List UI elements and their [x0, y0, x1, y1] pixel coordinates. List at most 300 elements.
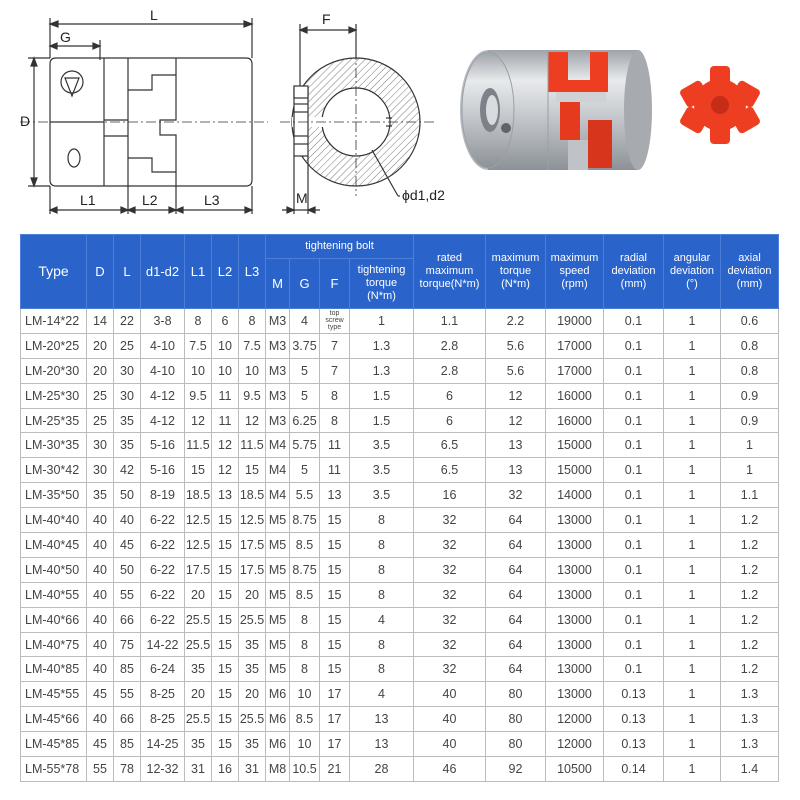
table-cell: 30 — [114, 383, 141, 408]
dim-l3-label: L3 — [204, 192, 220, 208]
table-cell: 0.1 — [604, 383, 664, 408]
table-cell: 1.1 — [721, 483, 779, 508]
table-cell: M5 — [266, 657, 290, 682]
table-cell: 1.3 — [350, 358, 414, 383]
table-cell: 15 — [212, 707, 239, 732]
table-cell: 75 — [114, 632, 141, 657]
table-cell: 0.1 — [604, 408, 664, 433]
table-cell: 8.5 — [290, 707, 320, 732]
table-row — [21, 483, 779, 508]
table-cell: 13 — [350, 732, 414, 757]
spider-insert-photo — [679, 66, 762, 144]
table-row — [21, 682, 779, 707]
table-cell: 45 — [87, 682, 114, 707]
table-cell: 12000 — [546, 732, 604, 757]
table-cell: 14-22 — [141, 632, 185, 657]
table-cell: 64 — [486, 533, 546, 558]
col-angular-deviation: angular deviation (°) — [664, 235, 721, 309]
col-l1: L1 — [185, 235, 212, 309]
col-d: D — [87, 235, 114, 309]
table-cell: 3-8 — [141, 309, 185, 334]
table-cell: 13 — [486, 458, 546, 483]
dim-bore-label: ϕd1,d2 — [402, 187, 445, 203]
col-g: G — [290, 259, 320, 309]
table-cell: 0.14 — [604, 757, 664, 782]
table-cell: 0.1 — [604, 632, 664, 657]
model-type-cell: LM-45*85 — [21, 732, 87, 757]
table-cell: M3 — [266, 383, 290, 408]
table-cell: 6-22 — [141, 533, 185, 558]
coupling-drawing — [0, 0, 800, 230]
table-cell: 40 — [87, 582, 114, 607]
table-cell: 17.5 — [239, 533, 266, 558]
table-cell: 12 — [486, 408, 546, 433]
table-cell: 2.8 — [414, 358, 486, 383]
table-cell: M3 — [266, 408, 290, 433]
table-cell: 8 — [320, 408, 350, 433]
table-cell: 40 — [87, 657, 114, 682]
table-cell: 1 — [350, 309, 414, 334]
col-m: M — [266, 259, 290, 309]
table-cell: 0.8 — [721, 358, 779, 383]
table-cell: 22 — [114, 309, 141, 334]
table-row — [21, 508, 779, 533]
table-cell: 4-10 — [141, 358, 185, 383]
model-type-cell: LM-14*22 — [21, 309, 87, 334]
model-type-cell: LM-40*75 — [21, 632, 87, 657]
table-cell: 40 — [87, 607, 114, 632]
table-cell: 25.5 — [185, 632, 212, 657]
col-l2: L2 — [212, 235, 239, 309]
table-cell: 45 — [87, 732, 114, 757]
table-cell: 12 — [486, 383, 546, 408]
dim-l-label: L — [150, 7, 158, 23]
table-cell: 0.8 — [721, 333, 779, 358]
table-cell: M3 — [266, 309, 290, 334]
table-cell: 4-10 — [141, 333, 185, 358]
coupling-photo — [460, 50, 652, 170]
col-l: L — [114, 235, 141, 309]
table-cell: 5 — [290, 458, 320, 483]
table-cell: 13000 — [546, 632, 604, 657]
table-cell: 15 — [212, 607, 239, 632]
table-cell: 14-25 — [141, 732, 185, 757]
table-cell: 1 — [664, 657, 721, 682]
table-cell: 25 — [114, 333, 141, 358]
table-cell: 32 — [414, 533, 486, 558]
table-cell: 18.5 — [239, 483, 266, 508]
table-cell: 31 — [239, 757, 266, 782]
table-cell: 19000 — [546, 309, 604, 334]
table-cell: 8 — [350, 533, 414, 558]
table-cell: 45 — [114, 533, 141, 558]
table-cell: 40 — [87, 557, 114, 582]
table-cell: 1 — [664, 607, 721, 632]
table-cell: 8.5 — [290, 582, 320, 607]
table-cell: 40 — [114, 508, 141, 533]
table-cell: 1.2 — [721, 607, 779, 632]
table-cell: 1.3 — [721, 707, 779, 732]
table-cell: 10.5 — [290, 757, 320, 782]
table-cell: 12 — [185, 408, 212, 433]
table-cell: 6 — [414, 408, 486, 433]
table-cell: 0.1 — [604, 582, 664, 607]
table-cell: 8 — [290, 632, 320, 657]
table-cell: 40 — [414, 732, 486, 757]
table-cell: 5-16 — [141, 433, 185, 458]
table-cell: 15000 — [546, 433, 604, 458]
model-type-cell: LM-40*66 — [21, 607, 87, 632]
table-cell: 8 — [350, 632, 414, 657]
table-cell: 15 — [239, 458, 266, 483]
table-cell: 46 — [414, 757, 486, 782]
table-cell: 55 — [87, 757, 114, 782]
table-cell: 17.5 — [185, 557, 212, 582]
table-cell: 17000 — [546, 333, 604, 358]
table-cell: 1.1 — [414, 309, 486, 334]
table-cell: 6 — [414, 383, 486, 408]
table-cell: 40 — [414, 682, 486, 707]
table-row — [21, 632, 779, 657]
model-type-cell: LM-55*78 — [21, 757, 87, 782]
model-type-cell: LM-40*85 — [21, 657, 87, 682]
model-type-cell: LM-40*40 — [21, 508, 87, 533]
table-cell: 11 — [320, 458, 350, 483]
table-cell: 8 — [350, 582, 414, 607]
table-cell: 1 — [664, 732, 721, 757]
model-type-cell: LM-40*50 — [21, 557, 87, 582]
model-type-cell: LM-45*55 — [21, 682, 87, 707]
table-cell: 15 — [212, 657, 239, 682]
table-cell: 20 — [185, 682, 212, 707]
table-cell: 50 — [114, 557, 141, 582]
table-cell: 13 — [320, 483, 350, 508]
table-cell: 8 — [239, 309, 266, 334]
table-cell: 80 — [486, 682, 546, 707]
table-cell: 64 — [486, 657, 546, 682]
col-max-torque: maximum torque (N*m) — [486, 235, 546, 309]
table-cell: 40 — [87, 707, 114, 732]
dim-m-label: M — [296, 190, 308, 206]
table-cell: 7 — [320, 358, 350, 383]
table-cell: 15 — [320, 632, 350, 657]
table-cell: 1 — [664, 682, 721, 707]
table-cell: 25 — [87, 383, 114, 408]
table-row — [21, 309, 779, 334]
table-cell: 1.3 — [350, 333, 414, 358]
table-cell: 80 — [486, 732, 546, 757]
table-cell: 12.5 — [185, 508, 212, 533]
table-cell: 6-22 — [141, 508, 185, 533]
table-cell: 35 — [239, 732, 266, 757]
table-cell: 64 — [486, 557, 546, 582]
table-cell: 21 — [320, 757, 350, 782]
table-cell: 28 — [350, 757, 414, 782]
table-cell: 0.1 — [604, 657, 664, 682]
table-cell: 15000 — [546, 458, 604, 483]
model-type-cell: LM-25*35 — [21, 408, 87, 433]
table-cell: 6 — [212, 309, 239, 334]
table-cell: 6-22 — [141, 607, 185, 632]
table-cell: 80 — [486, 707, 546, 732]
table-cell: 1.2 — [721, 657, 779, 682]
table-cell: 64 — [486, 582, 546, 607]
col-l3: L3 — [239, 235, 266, 309]
section-view — [280, 24, 434, 214]
table-cell: 25.5 — [239, 607, 266, 632]
table-cell: 8 — [350, 508, 414, 533]
table-cell: 1 — [664, 632, 721, 657]
dim-l1-label: L1 — [80, 192, 96, 208]
table-cell: 10 — [290, 732, 320, 757]
table-cell: 1.5 — [350, 408, 414, 433]
table-cell: 4-12 — [141, 383, 185, 408]
col-d1-d2: d1-d2 — [141, 235, 185, 309]
table-cell: 13000 — [546, 607, 604, 632]
table-cell: 1 — [664, 483, 721, 508]
table-cell: 30 — [87, 458, 114, 483]
table-row — [21, 533, 779, 558]
table-cell: 66 — [114, 607, 141, 632]
table-cell: 0.13 — [604, 682, 664, 707]
table-row — [21, 757, 779, 782]
table-cell: M3 — [266, 333, 290, 358]
table-cell: 15 — [212, 732, 239, 757]
table-cell: 17000 — [546, 358, 604, 383]
table-cell: 8 — [185, 309, 212, 334]
table-cell: 0.9 — [721, 383, 779, 408]
model-type-cell: LM-20*30 — [21, 358, 87, 383]
table-row — [21, 607, 779, 632]
table-cell: 14000 — [546, 483, 604, 508]
table-cell: top screw type — [320, 309, 350, 334]
table-cell: 8-25 — [141, 707, 185, 732]
model-type-cell: LM-40*45 — [21, 533, 87, 558]
table-cell: 35 — [185, 732, 212, 757]
table-cell: 0.1 — [604, 508, 664, 533]
table-cell: 5.6 — [486, 333, 546, 358]
table-row — [21, 657, 779, 682]
table-cell: 13000 — [546, 557, 604, 582]
table-cell: 5.5 — [290, 483, 320, 508]
table-cell: 1.4 — [721, 757, 779, 782]
table-cell: 32 — [414, 582, 486, 607]
table-cell: 0.1 — [604, 533, 664, 558]
table-cell: 40 — [414, 707, 486, 732]
table-cell: 12 — [212, 433, 239, 458]
table-cell: 20 — [185, 582, 212, 607]
table-cell: 1.5 — [350, 383, 414, 408]
table-cell: 55 — [114, 582, 141, 607]
table-cell: 13 — [350, 707, 414, 732]
table-cell: 1 — [664, 557, 721, 582]
table-cell: 30 — [114, 358, 141, 383]
table-cell: 15 — [212, 632, 239, 657]
table-cell: 35 — [87, 483, 114, 508]
table-cell: 15 — [212, 508, 239, 533]
table-cell: 78 — [114, 757, 141, 782]
table-cell: 7 — [320, 333, 350, 358]
table-cell: 15 — [320, 607, 350, 632]
table-cell: 32 — [414, 632, 486, 657]
table-cell: 55 — [114, 682, 141, 707]
table-cell: 0.1 — [604, 433, 664, 458]
table-cell: 8.75 — [290, 557, 320, 582]
table-cell: M5 — [266, 582, 290, 607]
table-cell: 25 — [87, 408, 114, 433]
table-cell: 5-16 — [141, 458, 185, 483]
table-cell: 64 — [486, 632, 546, 657]
table-cell: 1 — [664, 757, 721, 782]
model-type-cell: LM-35*50 — [21, 483, 87, 508]
table-cell: 1.2 — [721, 582, 779, 607]
table-cell: 6-22 — [141, 582, 185, 607]
table-cell: M5 — [266, 533, 290, 558]
table-cell: 6-24 — [141, 657, 185, 682]
table-cell: M5 — [266, 557, 290, 582]
table-cell: 25.5 — [185, 607, 212, 632]
table-cell: 1.2 — [721, 508, 779, 533]
table-cell: 15 — [320, 508, 350, 533]
col-rated-torque: rated maximum torque(N*m) — [414, 235, 486, 309]
table-cell: 9.5 — [239, 383, 266, 408]
col-radial-deviation: radial deviation (mm) — [604, 235, 664, 309]
table-cell: 4 — [290, 309, 320, 334]
table-cell: 16000 — [546, 408, 604, 433]
dim-f-label: F — [322, 11, 331, 27]
table-cell: 32 — [486, 483, 546, 508]
table-cell: M5 — [266, 607, 290, 632]
table-row — [21, 383, 779, 408]
table-cell: 7.5 — [239, 333, 266, 358]
table-cell: 20 — [87, 333, 114, 358]
table-row — [21, 408, 779, 433]
table-cell: 35 — [114, 433, 141, 458]
dim-d-label: D — [20, 113, 31, 129]
model-type-cell: LM-45*66 — [21, 707, 87, 732]
table-cell: 64 — [486, 607, 546, 632]
table-cell: 16 — [414, 483, 486, 508]
table-cell: M5 — [266, 508, 290, 533]
table-cell: 50 — [114, 483, 141, 508]
table-cell: 8 — [290, 607, 320, 632]
table-cell: M3 — [266, 358, 290, 383]
table-cell: 6.25 — [290, 408, 320, 433]
table-cell: 1 — [664, 508, 721, 533]
table-cell: 1 — [664, 458, 721, 483]
table-cell: 10 — [212, 333, 239, 358]
table-cell: 6.5 — [414, 458, 486, 483]
table-cell: 0.6 — [721, 309, 779, 334]
table-cell: 15 — [212, 533, 239, 558]
table-cell: 30 — [87, 433, 114, 458]
table-cell: 32 — [414, 557, 486, 582]
table-cell: 35 — [239, 632, 266, 657]
table-cell: 1.3 — [721, 682, 779, 707]
table-cell: 17 — [320, 682, 350, 707]
table-cell: 8 — [350, 657, 414, 682]
table-cell: 12000 — [546, 707, 604, 732]
table-cell: 0.13 — [604, 707, 664, 732]
table-cell: 0.1 — [604, 483, 664, 508]
table-cell: 11 — [320, 433, 350, 458]
table-row — [21, 458, 779, 483]
table-cell: 15 — [212, 582, 239, 607]
table-cell: 5 — [290, 358, 320, 383]
table-cell: 1 — [664, 707, 721, 732]
table-cell: 1 — [664, 408, 721, 433]
table-cell: 0.1 — [604, 358, 664, 383]
table-cell: 1 — [664, 582, 721, 607]
table-cell: 1 — [721, 433, 779, 458]
table-cell: 8 — [320, 383, 350, 408]
table-cell: 15 — [320, 533, 350, 558]
table-cell: 13000 — [546, 533, 604, 558]
table-cell: 35 — [239, 657, 266, 682]
model-type-cell: LM-30*42 — [21, 458, 87, 483]
table-cell: 40 — [87, 533, 114, 558]
table-cell: 0.1 — [604, 458, 664, 483]
table-row — [21, 732, 779, 757]
table-cell: 10 — [185, 358, 212, 383]
table-cell: 40 — [87, 632, 114, 657]
table-cell: 3.5 — [350, 433, 414, 458]
spec-table — [20, 234, 779, 782]
table-cell: 13000 — [546, 508, 604, 533]
model-type-cell: LM-40*55 — [21, 582, 87, 607]
table-cell: 3.5 — [350, 483, 414, 508]
table-cell: 0.1 — [604, 607, 664, 632]
table-cell: 13 — [212, 483, 239, 508]
table-cell: 40 — [87, 508, 114, 533]
table-cell: 15 — [320, 557, 350, 582]
table-cell: 0.13 — [604, 732, 664, 757]
table-cell: 14 — [87, 309, 114, 334]
table-cell: 20 — [239, 682, 266, 707]
table-cell: 5.75 — [290, 433, 320, 458]
table-cell: M6 — [266, 732, 290, 757]
table-cell: M4 — [266, 433, 290, 458]
table-cell: 92 — [486, 757, 546, 782]
table-cell: 25.5 — [239, 707, 266, 732]
table-cell: 32 — [414, 657, 486, 682]
table-cell: M6 — [266, 682, 290, 707]
table-cell: 13000 — [546, 582, 604, 607]
table-row — [21, 433, 779, 458]
table-cell: 20 — [87, 358, 114, 383]
table-cell: 11.5 — [239, 433, 266, 458]
table-cell: 0.1 — [604, 557, 664, 582]
table-cell: 6-22 — [141, 557, 185, 582]
table-cell: 12 — [212, 458, 239, 483]
table-cell: 13 — [486, 433, 546, 458]
table-cell: 85 — [114, 732, 141, 757]
table-cell: 8.5 — [290, 533, 320, 558]
table-cell: 2.2 — [486, 309, 546, 334]
table-cell: 4 — [350, 607, 414, 632]
table-cell: 1.3 — [721, 732, 779, 757]
table-cell: 1.2 — [721, 533, 779, 558]
table-cell: 4 — [350, 682, 414, 707]
table-cell: 15 — [212, 557, 239, 582]
model-type-cell: LM-20*25 — [21, 333, 87, 358]
col-max-speed: maximum speed (rpm) — [546, 235, 604, 309]
table-cell: 1 — [664, 358, 721, 383]
table-cell: 1 — [664, 383, 721, 408]
col-axial-deviation: axial deviation (mm) — [721, 235, 779, 309]
table-cell: 5.6 — [486, 358, 546, 383]
table-cell: 32 — [414, 607, 486, 632]
